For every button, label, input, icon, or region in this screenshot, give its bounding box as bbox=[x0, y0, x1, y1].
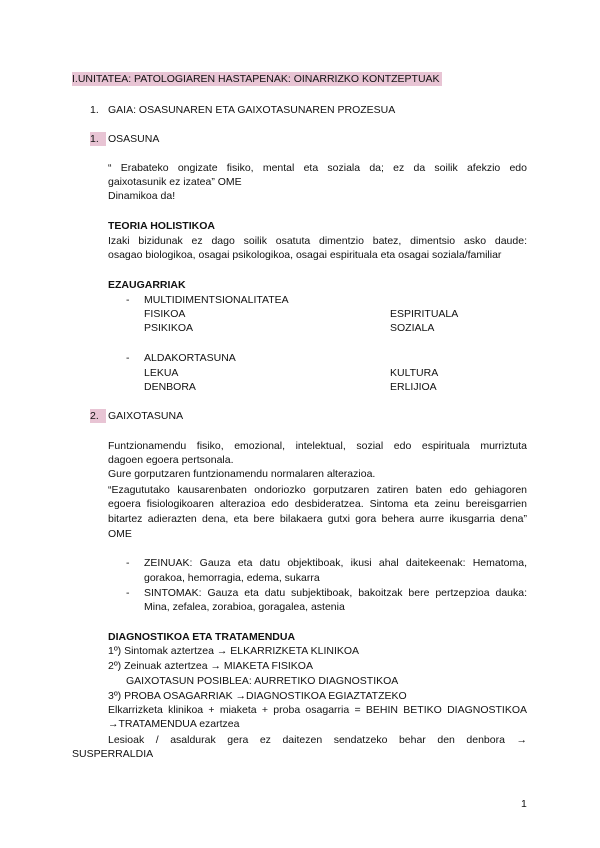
signs-line1: ZEINUAK: Gauza eta datu objektiboak, ikusi ahal daitekeenak: Hematoma, bbox=[144, 557, 527, 569]
feature-physical: FISIKOA bbox=[144, 308, 186, 320]
features-heading: EZAUGARRIAK bbox=[108, 279, 186, 291]
section1-number: 1. bbox=[90, 132, 106, 146]
holistic-line2: osagao biologikoa, osagai psikologikoa, osagai espirituala eta osagai soziala/familiar bbox=[108, 249, 502, 261]
dynamic-note: Dinamikoa da! bbox=[108, 190, 176, 202]
bullet-dash: - bbox=[126, 587, 130, 599]
holistic-line1: Izaki bizidunak ez dago soilik osatuta dimentzio batez, dimentsio asko daude: bbox=[108, 235, 527, 247]
unit-title: I.UNITATEA: PATOLOGIAREN HASTAPENAK: OINARRIZKO KONTZEPTUAK bbox=[72, 73, 440, 85]
diagnosis-step: 1º) Sintomak aztertzea → ELKARRIZKETA KLINIKOA bbox=[108, 645, 360, 657]
disease-def-line: “Ezagututako kausarenbaten ondoriozko gorputzaren zatiren baten edo gehiagoren bbox=[108, 484, 527, 496]
section1-title: OSASUNA bbox=[108, 133, 160, 145]
who-health-quote-line1: “ Erabateko ongizate fisiko, mental eta soziala da; ez da soilik afekzio edo bbox=[108, 162, 527, 174]
disease-def-line: OME bbox=[108, 528, 132, 540]
feature-time: DENBORA bbox=[144, 381, 196, 393]
disease-def-line: Gure gorputzaren funtzionamendu normalaren alterazioa. bbox=[108, 468, 376, 480]
multidimensionality-title: MULTIDIMENTSIONALITATEA bbox=[144, 294, 289, 306]
disease-def-line: Funtzionamendu fisiko, emozional, intelektual, sozial edo espirituala murriztuta bbox=[108, 440, 527, 452]
symptoms-line1: SINTOMAK: Gauza eta datu subjektiboak, bakoitzak bere pertzepzioa dauka: bbox=[144, 587, 527, 599]
holistic-heading: TEORIA HOLISTIKOA bbox=[108, 220, 215, 232]
signs-line2: gorakoa, hemorragia, edema, sukarra bbox=[144, 572, 320, 584]
bullet-dash: - bbox=[126, 557, 130, 569]
recovery-line1: Lesioak / asaldurak gera ez daitezen sendatzeko behar den denbora → bbox=[108, 734, 527, 746]
disease-def-line: dagoen egoera pertsonala. bbox=[108, 454, 234, 466]
diagnosis-heading: DIAGNOSTIKOA ETA TRATAMENDUA bbox=[108, 631, 296, 643]
recovery-line2: SUSPERRALDIA bbox=[72, 748, 154, 760]
feature-place: LEKUA bbox=[144, 367, 179, 379]
diagnosis-step: GAIXOTASUN POSIBLEA: AURRETIKO DIAGNOSTIKOA bbox=[126, 675, 399, 687]
who-health-quote-line2: gaixotasunik ez izatea” OME bbox=[108, 176, 242, 188]
diagnosis-step: 3º) PROBA OSAGARRIAK →DIAGNOSTIKOA EGIAZTATZEKO bbox=[108, 690, 407, 702]
topic-title: GAIA: OSASUNAREN ETA GAIXOTASUNAREN PROZESUA bbox=[108, 104, 396, 116]
bullet-dash: - bbox=[126, 294, 130, 306]
diagnosis-step: 2º) Zeinuak aztertzea → MIAKETA FISIKOA bbox=[108, 660, 313, 672]
feature-spiritual: ESPIRITUALA bbox=[390, 308, 459, 320]
bullet-dash: - bbox=[126, 352, 130, 364]
page-number: 1 bbox=[521, 798, 527, 810]
feature-religion: ERLIJIOA bbox=[390, 381, 437, 393]
variability-title: ALDAKORTASUNA bbox=[144, 352, 236, 364]
diagnosis-step: Elkarrizketa klinikoa + miaketa + proba osagarria = BEHIN BETIKO DIAGNOSTIKOA bbox=[108, 704, 527, 716]
feature-culture: KULTURA bbox=[390, 367, 439, 379]
section2-number: 2. bbox=[90, 409, 106, 423]
topic-number: 1. bbox=[90, 104, 99, 116]
feature-social: SOZIALA bbox=[390, 322, 435, 334]
diagnosis-step: →TRATAMENDUA ezartzea bbox=[108, 718, 240, 730]
feature-psychic: PSIKIKOA bbox=[144, 322, 194, 334]
symptoms-line2: Mina, zefalea, zorabioa, goragalea, astenia bbox=[144, 601, 345, 613]
disease-def-line: egoera fisiologikoaren alterazioa edo desbideratzea. Sintoma eta zeinu bereisgarrien bbox=[108, 498, 527, 510]
disease-def-line: bitartez adierazten dena, eta bere bilakaera gutxi gora behera aurre ikusgarria dena” bbox=[108, 513, 527, 525]
section2-title: GAIXOTASUNA bbox=[108, 410, 184, 422]
